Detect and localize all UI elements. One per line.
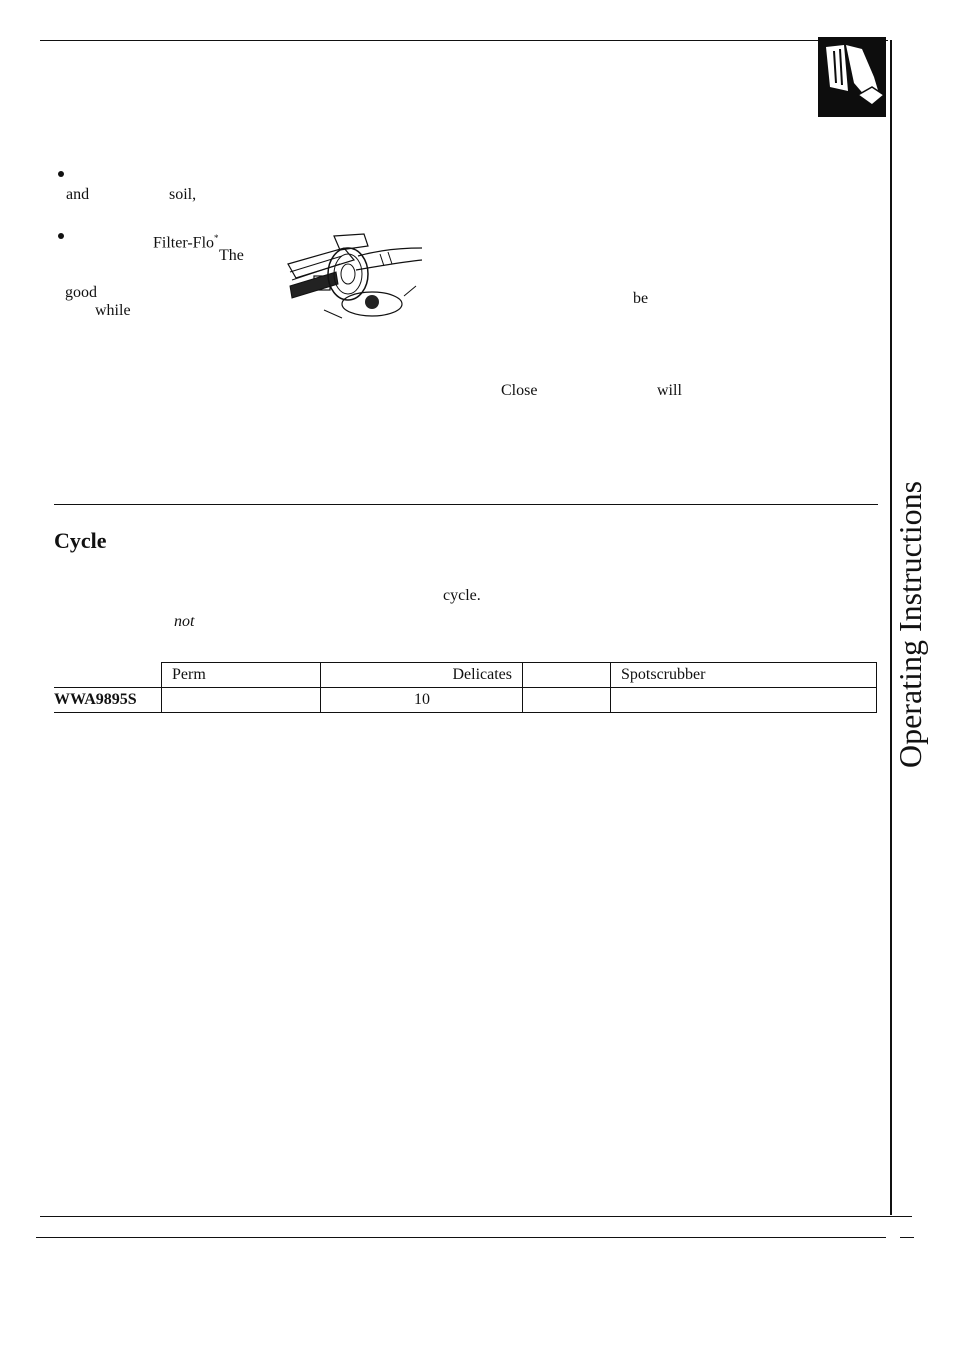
table-cell xyxy=(611,688,877,713)
text-fragment: not xyxy=(174,613,195,630)
text-fragment: cycle. xyxy=(443,587,481,604)
bottom-rule xyxy=(40,1216,912,1217)
table-header-cell xyxy=(54,663,162,688)
text-fragment xyxy=(153,229,219,252)
section-heading: Cycle xyxy=(54,528,107,553)
bullet xyxy=(58,171,64,177)
bullet xyxy=(58,233,64,239)
top-rule xyxy=(40,40,888,41)
footer-tick xyxy=(900,1237,914,1238)
brand-name: Filter-Flo xyxy=(153,234,215,252)
model-cell: WWA9895S xyxy=(54,688,162,713)
text-fragment: The xyxy=(219,247,244,264)
table-cell xyxy=(523,688,611,713)
section-divider xyxy=(54,504,878,505)
table-header-cell: Spotscrubber xyxy=(611,663,877,688)
text-fragment: soil, xyxy=(169,186,197,203)
text-fragment: good xyxy=(65,284,97,301)
hand-pressing-button-icon xyxy=(818,37,886,117)
trademark-mark: * xyxy=(214,233,219,243)
section-tab xyxy=(818,37,886,117)
cycle-table xyxy=(54,662,877,713)
text-fragment: and xyxy=(66,186,90,203)
table-cell: 10 xyxy=(321,688,523,713)
footer-rule xyxy=(36,1237,886,1238)
table-header-cell: Delicates xyxy=(321,663,523,688)
table-header-cell xyxy=(523,663,611,688)
table-header-cell: Perm xyxy=(162,663,321,688)
table-cell xyxy=(162,688,321,713)
lint-filter-illustration xyxy=(284,226,424,320)
table-header-row xyxy=(54,663,877,688)
text-fragment: be xyxy=(633,290,649,307)
vertical-section-title: Operating Instructions xyxy=(892,480,928,768)
text-fragment: while xyxy=(95,302,131,319)
text-fragment: Close xyxy=(501,382,538,399)
table-row xyxy=(54,688,877,713)
text-fragment: will xyxy=(657,382,682,399)
